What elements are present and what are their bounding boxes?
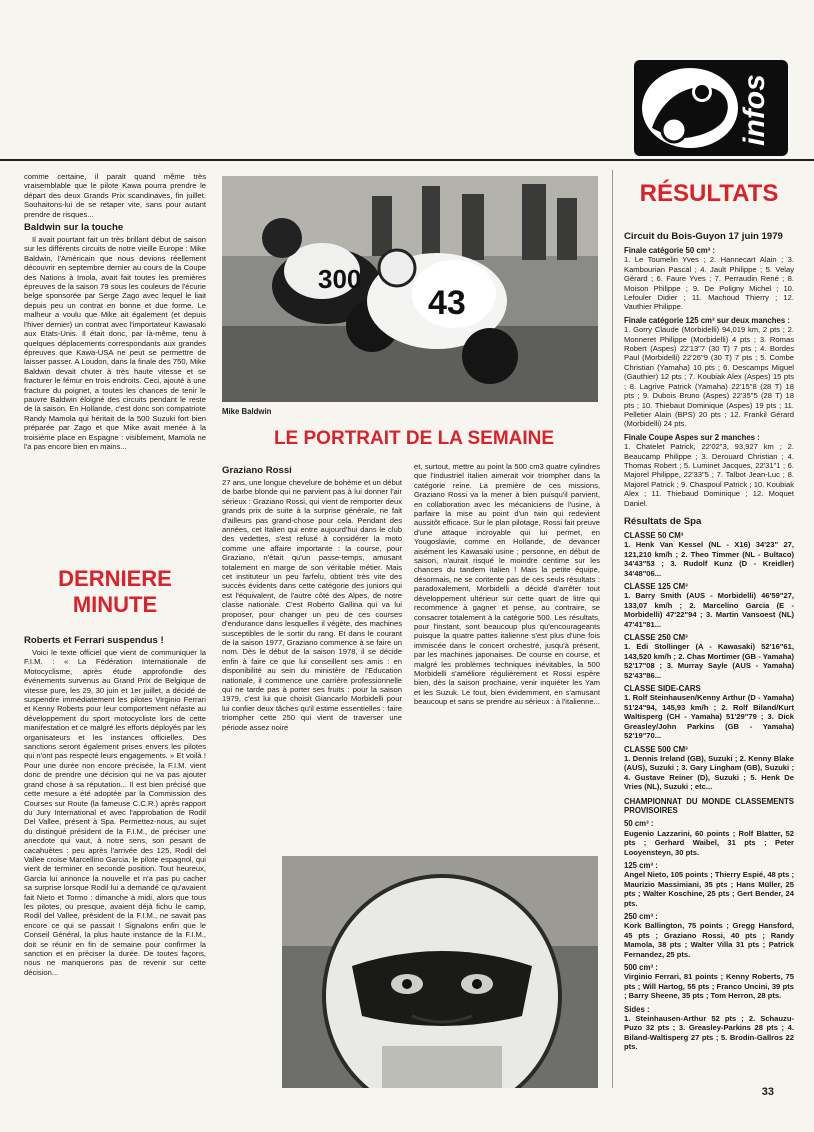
spa-block-text-0: 1. Henk Van Kessel (NL - X16) 34'23" 27, 121,210 km/h ; 2. Theo Timmer (NL - Bultaco) 34'43"53 ; 3. Rudolf Kunz (D - Kreidler) 34'48"06... — [624, 540, 794, 578]
championnat-block-title-0: 50 cm³ : — [624, 819, 654, 829]
baldwin-paragraph: Il avait pourtant fait un très brillant début de saison sur les différents circuits de notre vieille Europe : Mike Baldwin, l'Américain que nous devions réellement découvrir en septembre dernier au cours de la Coupe des Nations à Imola, avait fait toutes les premières épreuves de la saison 79 sous les couleurs de l'écurie belge sponsorée par Serge Zago avec lequel le liait depuis peu un contrat en bonne et due forme. Le malheur a voulu que Mike ait également (et depuis l'hiver dernier) un contrat avec l'importateur Kawasaki aux Etats-Unis. Il était donc, par là-même, tenu à quelques déplacements correspondants aux grandes épreuves que Kawa-USA ne peut se permettre de laisser passer. A Loudon, dans la finale des 750, Mike Baldwin devait chuter à très haute vitesse et se fracturer le fémur en trois endroits. Ceci, ajouté à une fracture du poignet, a toutes les chances de tenir le pauvre Baldwin éloigné des circuits pendant le reste de la saison. En Hollande, c'est donc son compatriote Randy Mamola qui héritait de la 500 Suzuki fort bien préparée par Zago et que Mike avait menée à la troisième place en Espagne : visiblement, Mamola ne l'a pas encore bien en mains... — [24, 235, 206, 451]
championnat-block-text-3: Virginio Ferrari, 81 points ; Kenny Roberts, 75 pts ; Will Hartog, 55 pts ; Franco Uncini, 39 pts ; Barry Sheene, 35 pts ; Tom Herron, 28 pts. — [624, 972, 794, 1001]
spa-block-title-3: CLASSE SIDE-CARS — [624, 684, 701, 694]
championnat-heading: CHAMPIONNAT DU MONDE CLASSEMENTS PROVISOIRES — [624, 796, 794, 815]
bois-guyon-heading: Circuit du Bois-Guyon 17 juin 1979 — [624, 231, 783, 242]
infos-logo — [632, 58, 790, 158]
bois-guyon-block-text-0: 1. Le Toumelin Yves ; 2. Hannecart Alain ; 3. Kambourian Pascal ; 4. Jault Philippe ; 5. Velay Gérard ; 6. Faure Yves ; 7. Perraudin René ; 8. Moison Philippe ; 9. De Poligny Michel ; 10. Lefouler Didier ; 11. Machoud Thierry ; 12. Vauthier Philippe. — [624, 255, 794, 312]
portrait-column-b — [414, 462, 600, 852]
roberts-paragraph: Voici le texte officiel que vient de communiquer la F.I.M. : « La Fédération Internationale de Motocyclisme, après étude approfondie des événements survenus au Grand Prix de Belgique de vitesse pure, les 29, 30 juin et 1er juillet, a décidé de suspendre immédiatement les pilotes Virginio Ferrari et Kenny Roberts pour leur comportement néfaste au développement du sport motocycliste lors de cette manifestation et ce malgré les efforts déployés par les organisateurs et les instances officielles. Des sanctions seront également prises envers les pilotes qui n'ont pas respecté leurs engagements. » Et voilà ! Pour une durée non encore précisée, la F.I.M. vient donc de prendre une décision qui ne va pas ajouter grand chose à sa réputation... Il est bien précisé que cette mesure a été adoptée par la Commission des Courses sur Route (la fameuse C.C.R.) après rapport du Jury International et avec l'approbation de Rodil Del Vallee, présent à Spa. Permettez-nous, au sujet du distingué président de la F.I.M., de préciser une anecdote qui vaut, à notre sens, son pesant de cacahuètes : peu après l'arrivée des 125, Rodil del Vallee croise Marcellino Garcia, le pilote espagnol, qui vient de terminer en seconde position. Tout heureux, Garcia lui annonce la nouvelle et n'a pas pu cacher sa surprise lorsque Rodil lui a demandé ce qu'avaient fait Nieto et Tormo : dimanche à midi, alors que tous les pilotes, ou presque, avaient déjà fichu le camp, Rodil del Vallee, président de la F.I.M., ne savait pas encore ce qui se passait ! Signalons enfin que le Conseil Général, la plus haute instance de la F.I.M., doit se réunir en fin de semaine pour confirmer la sanction et en préciser la durée. De toutes façons, nous ne manquerons pas de revenir sur cette décision... — [24, 648, 206, 977]
championnat-block-text-0: Eugenio Lazzarini, 60 points ; Rolf Blatter, 52 pts ; Gerhard Waibel, 31 pts ; Peter Looyensteyn, 30 pts. — [624, 828, 794, 857]
championnat-block-title-3: 500 cm³ : — [624, 963, 658, 973]
results-divider — [612, 170, 613, 1088]
photo-caption: Mike Baldwin — [222, 407, 272, 416]
svg-text:300: 300 — [318, 264, 362, 294]
spa-block-title-2: CLASSE 250 CM³ — [624, 633, 688, 643]
championnat-block-title-2: 250 cm³ : — [624, 912, 658, 921]
championnat-block-text-4: 1. Steinhausen-Arthur 52 pts ; 2. Schauzu-Puzo 32 pts ; 3. Greasley-Parkins 28 pts ; 4. Biland-Waltisperg 27 pts ; 5. Brodin-Gallros 22 pts. — [624, 1014, 794, 1052]
svg-text:43: 43 — [428, 284, 466, 322]
roberts-heading: Roberts et Ferrari suspendus ! — [24, 635, 164, 646]
portrait-title: LE PORTRAIT DE LA SEMAINE — [273, 428, 555, 449]
spa-block-title-4: CLASSE 500 CM³ — [624, 744, 688, 754]
spa-block-title-0: CLASSE 50 CM³ — [624, 530, 684, 540]
spa-heading: Résultats de Spa — [624, 515, 702, 527]
column-left-lower — [24, 632, 206, 1102]
bois-guyon-block-title-1: Finale catégorie 125 cm³ sur deux manches : — [624, 315, 790, 325]
intro-paragraph: comme certaine, il parait quand même très vraisemblable que le pilote Kawa pourra prendre le départ des deux Grands Prix scandinaves, fin juillet. Souhaitons-lui de se retaper vite, sans pour autant prendre de risques... — [24, 172, 206, 219]
portrait-heading: Graziano Rossi — [222, 465, 292, 476]
column-left — [24, 172, 206, 564]
bois-guyon-block-text-1: 1. Gorry Claude (Morbidelli) 94,019 km, 2 pts ; 2. Monneret Philippe (Morbidelli) 4 pts ; 3. Romas Robert (Aspes) 22'13"7 (30 T) 7 pts ; 4. Bordes Paul (Morbidelli) 22'26"9 (30 T) 7 pts ; 5. Combe Christian (Yamaha) 10 pts ; 6. Descamps Miguel (Gauthier) 12 pts ; 7. Koubiak Alex (Aspes) 15 pts ; 8. Lagrive Patrick (Yamaha) 22'15"8 (28 T) 18 pts ; 9. Dubois Bruno (Aspes) 22'35"5 (28 T) 18 pts ; 10. Thiebaut Dominique (Aspes) 19 pts ; 11. Pelletier Alain (BPS) 20 pts ; 12. Frankil Gérard (Morbidelli) 24 pts. — [624, 325, 794, 429]
championnat-block-title-1: 125 cm³ : — [624, 860, 658, 870]
photo-graziano-rossi — [282, 856, 598, 1088]
bois-guyon-block-title-2: Finale Coupe Aspes sur 2 manches : — [624, 432, 760, 442]
spa-block-text-2: 1. Edi Stollinger (A - Kawasaki) 52'16"61, 143,520 km/h ; 2. Chas Mortimer (GB - Yamaha) 52'17"08 ; 3. Murray Sayle (AUS - Yamaha) 52'43"86... — [624, 642, 794, 680]
portrait-paragraph-b: et, surtout, mettre au point la 500 cm3 quatre cylindres que l'industriel italien aimerait voir triompher dans la catégorie reine. La première de ces missions, Graziano Rossi va la mener à bien puisqu'il parvient, en collaboration avec les mécaniciens de l'usine, à parfaire la mise au point d'un twin qui redevient aussitôt efficace. Sur le plan pilotage, Rossi fait preuve d'une attaque incroyable qui lui permet, en Yougoslavie, comme en Hollande, de devancer aisément les Kawasaki usine ; personne, en début de saison, n'aurait risqué le moindre centime sur les chances du tandem italien ! Mais la petite équipe, désormais, ne se contente pas de ces seuls résultats : paradoxalement, Morbidelli a décidé d'arrêter tout développement ultérieur sur cette quart de litre qui recommence à gagner et pense, au contraire, se consacrer totalement à la catégorie 500. Les résultats, pour l'instant, sont beaucoup plus qu'encourageants puisque la quatre pattes italienne s'est plus d'une fois immiscée dans le concert orchestré, jusqu'à présent, par les machines japonaises. De course en course, et malgré les problèmes techniques inévitables, la 500 Morbidelli s'améliore régulièrement et Rossi espère bien, dès la saison prochaine, venir inquiéter les Yam et les Suzuk. Le tout, bien évidemment, en s'amusant beaucoup et sans se prendre au sérieux : à l'italienne... — [414, 462, 600, 707]
spa-block-text-1: 1. Barry Smith (AUS - Morbidelli) 46'59"27, 133,07 km/h ; 2. Marcelino Garcia (E - Morbidelli) 47'22"94 ; 3. Martin Vansoest (NL) 47'41"81... — [624, 591, 794, 629]
championnat-block-text-1: Angel Nieto, 105 points ; Thierry Espié, 48 pts ; Maurizio Massimiani, 35 pts ; Hans Müller, 25 pts ; Walter Koschine, 25 pts ; Gert Bender, 24 pts. — [624, 870, 794, 908]
spa-block-text-3: 1. Rolf Steinhausen/Kenny Arthur (D - Yamaha) 51'24"94, 145,93 km/h ; 2. Rolf Biland/Kurt Waltisperg (CH - Yamaha) 51'29"79 ; 3. Dick Greasley/John Parkins (GB - Yamaha) 52'19"70... — [624, 693, 794, 741]
photo-mike-baldwin — [222, 176, 598, 402]
spa-block-text-4: 1. Dennis Ireland (GB), Suzuki ; 2. Kenny Blake (AUS), Suzuki ; 3. Gary Lingham (GB), Suzuki ; 4. Gustave Reiner (D), Suzuki ; 5. Henk De Vries (NL), Suzuki ; etc... — [624, 753, 794, 792]
resultats-title: RÉSULTATS — [639, 180, 779, 207]
baldwin-heading: Baldwin sur la touche — [24, 222, 124, 234]
logo-text: infos — [738, 74, 771, 146]
derniere-minute-title: DERNIERE MINUTE — [58, 566, 172, 617]
portrait-column-a — [222, 462, 402, 852]
championnat-block-text-2: Kork Ballington, 75 points ; Gregg Hansford, 45 pts ; Graziano Rossi, 40 pts ; Randy Mamola, 38 pts ; Walter Villa 31 pts ; Patrick Fernandez, 25 pts. — [624, 921, 794, 959]
page-number: 33 — [761, 1086, 774, 1098]
bois-guyon-block-title-0: Finale catégorie 50 cm³ : — [624, 246, 715, 255]
header-rule — [0, 159, 814, 161]
results-column — [624, 226, 794, 1084]
spa-block-title-1: CLASSE 125 CM³ — [624, 582, 688, 591]
bois-guyon-block-text-2: 1. Chatelet Patrick, 22'02"3, 93,927 km ; 2. Beaucamp Philippe ; 3. Derouard Christian ; 4. Thomas Robert ; 5. Luminet Jacques, 22'31"1 ; 6. Majorel Philippe, 22'33"5 ; 7. Talbot Jean-Luc ; 8. Majorel Patrick ; 9. Chaspoul Patrick ; 10. Koubiak Alex ; 11. Thiebaud Dominique ; 12. Moquet Daniel. — [624, 442, 794, 508]
championnat-block-title-4: Sides : — [624, 1004, 650, 1014]
portrait-paragraph-a: 27 ans, une longue chevelure de bohème et un début de barbe blonde qui ne parvient pas à lui donner l'air sérieux : Graziano Rossi, qui vient de remporter deux grands prix de suite à la surprise générale, ne fait d'ailleurs pas grand-chose pour cela. Pendant des années, cet Italien qui entre aujourd'hui dans le club des vedettes, s'est refusé à considérer la moto comme une affaire importante : la course, pour Graziano, n'était qu'un passe-temps, amusant totalement en marge de son véritable métier. Mais cet instituteur un peu farfelu, obtient très vite des succès évidents dans cette catégorie des juniors qui est l'équivalent, de l'autre côté des Alpes, de notre classe nationale. C'est Roberto Gallina qui va lui proposer, pour changer un peu de ces courses d'endurance dans lesquelles il végète, des machines susceptibles de le sortir du rang. Et dans le courant de la saison 1977, Graziano commence à se faire un nom. Dès le début de la saison 1978, il se décide enfin à faire ce que lui conseillent ses amis : en disponibilité au sein du ministère de l'Education nationale, il commence une carrière professionnelle qui ne tarde pas à porter ses fruits : pour la saison 1979, c'est lui que choisit Giancarlo Morbidelli pour lui confier deux tâches qu'il estime essentielles : faire triompher cette 250 qui vient de traverser une période assez noire — [222, 478, 402, 732]
